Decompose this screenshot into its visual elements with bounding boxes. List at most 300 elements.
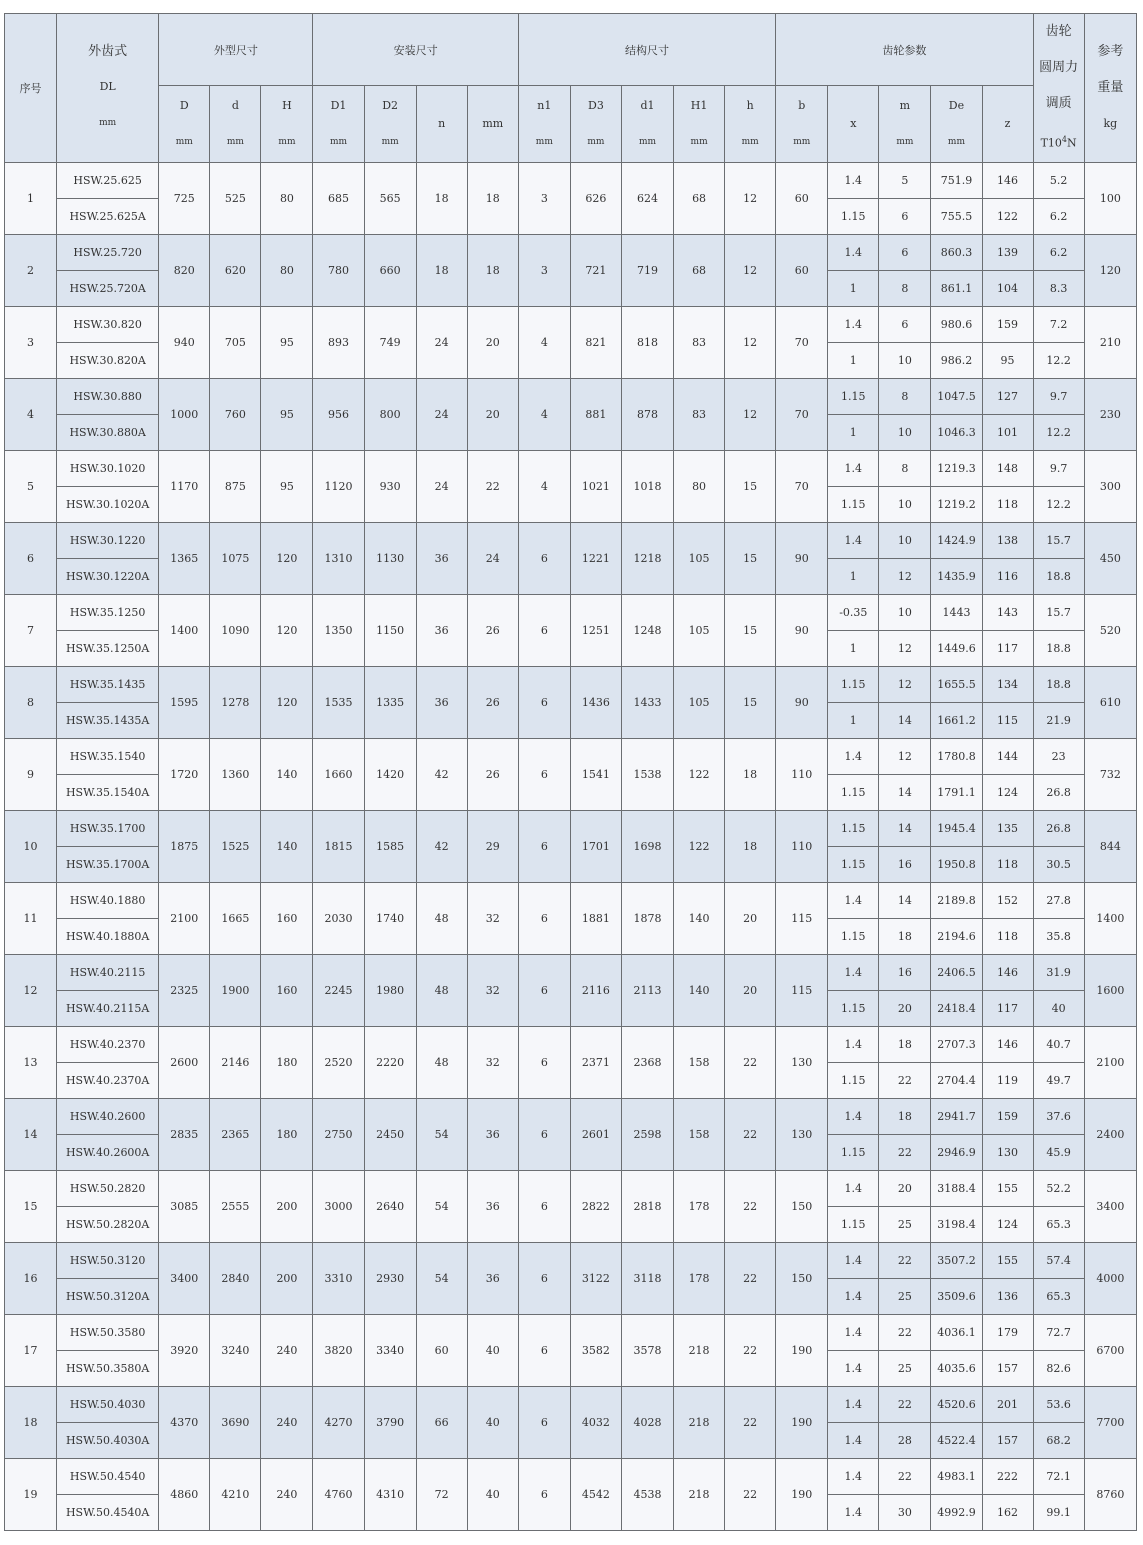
cell-no: 11 [5,882,57,954]
cell-weight: 120 [1084,234,1136,306]
cell-z: 134 [982,666,1033,702]
cell-d3: 881 [570,378,621,450]
cell-model: HSW.50.3120 [57,1242,159,1278]
cell-h1: 105 [674,594,725,666]
cell-m: 6 [879,198,931,234]
cell-d2: 1740 [364,882,416,954]
cell-m: 18 [879,918,931,954]
cell-d3: 2116 [570,954,621,1026]
table-body [5,162,1137,1530]
cell-z: 155 [982,1170,1033,1206]
cell-de: 1945.4 [931,810,982,846]
cell-model: HSW.35.1540 [57,738,159,774]
header-col-unit: mm [329,136,348,147]
cell-n: 24 [416,378,467,450]
cell-n1: 6 [518,1386,570,1458]
header-col-name: m [899,98,911,112]
cell-x: 1.15 [828,810,879,846]
cell-mm: 26 [467,594,518,666]
cell-d: 1278 [210,666,261,738]
table-row [5,450,1137,486]
cell-force: 12.2 [1033,414,1084,450]
cell-d1: 2818 [621,1170,673,1242]
header-col-name: n1 [537,98,552,112]
cell-de: 755.5 [931,198,982,234]
cell-no: 10 [5,810,57,882]
cell-n1: 4 [518,450,570,522]
cell-d1: 1660 [313,738,364,810]
cell-h: 80 [261,234,313,306]
header-col-unit: mm [278,136,296,147]
cell-model: HSW.30.1020A [57,486,159,522]
cell-z: 136 [982,1278,1033,1314]
cell-model: HSW.40.2370 [57,1026,159,1062]
cell-x: 1.4 [828,1386,879,1422]
cell-force: 30.5 [1033,846,1084,882]
cell-d1: 2750 [313,1098,364,1170]
cell-n: 42 [416,810,467,882]
cell-de: 2707.3 [931,1026,982,1062]
cell-h: 20 [725,882,776,954]
cell-no: 9 [5,738,57,810]
cell-de: 2194.6 [931,918,982,954]
cell-x: 1.15 [828,1134,879,1170]
cell-d1: 1538 [621,738,673,810]
header-col [776,86,828,162]
cell-h: 22 [725,1026,776,1098]
cell-mm: 40 [467,1386,518,1458]
table-row [5,234,1137,270]
cell-b: 115 [776,882,828,954]
header-col-name: h [746,98,754,112]
header-col [261,86,313,162]
cell-h: 12 [725,162,776,234]
cell-mm: 22 [467,450,518,522]
cell-d1: 2598 [621,1098,673,1170]
cell-n: 36 [416,666,467,738]
cell-d2: 1585 [364,810,416,882]
header-model-cn: 外齿式 [88,43,128,59]
cell-n1: 6 [518,1026,570,1098]
cell-z: 146 [982,162,1033,198]
header-col-name: D1 [330,98,347,112]
cell-d: 3240 [210,1314,261,1386]
cell-b: 115 [776,954,828,1026]
table-row [5,1098,1137,1134]
cell-n1: 4 [518,378,570,450]
spec-table [4,13,1137,1531]
cell-mm: 26 [467,666,518,738]
cell-m: 6 [879,234,931,270]
cell-z: 159 [982,1098,1033,1134]
cell-force: 18.8 [1033,666,1084,702]
cell-z: 146 [982,1026,1033,1062]
header-col-name: d [231,98,239,112]
table-row [5,1170,1137,1206]
cell-mm: 29 [467,810,518,882]
cell-n: 42 [416,738,467,810]
table-row [5,1242,1137,1278]
cell-no: 17 [5,1314,57,1386]
cell-d: 1900 [210,954,261,1026]
cell-h1: 105 [674,666,725,738]
cell-d2: 1420 [364,738,416,810]
header-seq: 序号 [5,14,57,163]
cell-force: 18.8 [1033,630,1084,666]
cell-model: HSW.50.3120A [57,1278,159,1314]
cell-b: 190 [776,1458,828,1530]
cell-de: 1655.5 [931,666,982,702]
cell-d2: 3790 [364,1386,416,1458]
cell-x: 1.15 [828,666,879,702]
header-col-name: De [948,98,965,112]
cell-n: 48 [416,882,467,954]
cell-model: HSW.40.1880 [57,882,159,918]
header-col [879,86,931,162]
cell-n1: 6 [518,594,570,666]
cell-x: 1 [828,702,879,738]
cell-d3: 1251 [570,594,621,666]
cell-d: 525 [210,162,261,234]
cell-force: 12.2 [1033,486,1084,522]
header-col-unit: mm [947,136,965,147]
cell-n: 36 [416,594,467,666]
cell-z: 162 [982,1494,1033,1530]
cell-d: 1365 [159,522,210,594]
cell-model: HSW.35.1250 [57,594,159,630]
cell-weight: 300 [1084,450,1136,522]
cell-z: 101 [982,414,1033,450]
cell-force: 15.7 [1033,522,1084,558]
cell-model: HSW.40.2600 [57,1098,159,1134]
cell-m: 20 [879,990,931,1026]
cell-m: 14 [879,702,931,738]
cell-z: 116 [982,558,1033,594]
cell-mm: 40 [467,1314,518,1386]
cell-z: 143 [982,594,1033,630]
cell-h: 160 [261,954,313,1026]
cell-x: 1.4 [828,306,879,342]
cell-x: 1.4 [828,1026,879,1062]
cell-z: 127 [982,378,1033,414]
cell-force: 65.3 [1033,1278,1084,1314]
cell-d2: 930 [364,450,416,522]
cell-d3: 4542 [570,1458,621,1530]
cell-no: 16 [5,1242,57,1314]
cell-m: 14 [879,882,931,918]
cell-m: 18 [879,1026,931,1062]
cell-d3: 626 [570,162,621,234]
cell-m: 10 [879,594,931,630]
header-col-unit: mm [175,136,193,147]
cell-d3: 2822 [570,1170,621,1242]
cell-n1: 6 [518,810,570,882]
header-col [467,86,518,162]
cell-h: 140 [261,810,313,882]
cell-n1: 6 [518,1170,570,1242]
cell-m: 12 [879,558,931,594]
cell-h1: 218 [674,1386,725,1458]
header-col-name: H [282,98,292,112]
cell-force: 9.7 [1033,378,1084,414]
cell-d2: 2220 [364,1026,416,1098]
cell-force: 65.3 [1033,1206,1084,1242]
cell-force: 31.9 [1033,954,1084,990]
cell-d1: 3820 [313,1314,364,1386]
cell-force: 37.6 [1033,1098,1084,1134]
table-row [5,1026,1137,1062]
cell-force: 12.2 [1033,342,1084,378]
header-col-name: D [179,98,189,112]
cell-z: 157 [982,1422,1033,1458]
cell-h: 200 [261,1170,313,1242]
cell-d: 1090 [210,594,261,666]
cell-n: 24 [416,306,467,378]
table-row [5,378,1137,414]
cell-no: 3 [5,306,57,378]
cell-d2: 1335 [364,666,416,738]
cell-h: 15 [725,666,776,738]
cell-d: 820 [159,234,210,306]
cell-m: 5 [879,162,931,198]
cell-b: 150 [776,1170,828,1242]
cell-mm: 36 [467,1242,518,1314]
cell-n1: 6 [518,522,570,594]
cell-force: 27.8 [1033,882,1084,918]
cell-x: 1.4 [828,954,879,990]
cell-de: 4992.9 [931,1494,982,1530]
cell-d1: 878 [621,378,673,450]
cell-d1: 3000 [313,1170,364,1242]
header-col-unit: mm [741,136,759,147]
header-col [364,86,416,162]
cell-m: 8 [879,450,931,486]
cell-n: 72 [416,1458,467,1530]
cell-de: 3507.2 [931,1242,982,1278]
cell-h: 22 [725,1314,776,1386]
table-row [5,810,1137,846]
cell-d: 1525 [210,810,261,882]
cell-z: 115 [982,702,1033,738]
cell-h: 95 [261,306,313,378]
cell-h1: 158 [674,1026,725,1098]
cell-mm: 32 [467,1026,518,1098]
cell-x: 1.15 [828,990,879,1026]
cell-no: 8 [5,666,57,738]
cell-weight: 2100 [1084,1026,1136,1098]
header-col [570,86,621,162]
cell-z: 124 [982,774,1033,810]
cell-h: 95 [261,450,313,522]
cell-model: HSW.30.1220A [57,558,159,594]
cell-m: 8 [879,378,931,414]
cell-de: 1424.9 [931,522,982,558]
cell-m: 10 [879,486,931,522]
header-col-name: b [798,98,806,112]
cell-weight: 450 [1084,522,1136,594]
cell-d: 725 [159,162,210,234]
cell-no: 7 [5,594,57,666]
cell-force: 15.7 [1033,594,1084,630]
cell-h: 22 [725,1242,776,1314]
header-col [725,86,776,162]
cell-d1: 3578 [621,1314,673,1386]
cell-h1: 218 [674,1314,725,1386]
table-row [5,522,1137,558]
cell-model: HSW.30.820 [57,306,159,342]
cell-weight: 100 [1084,162,1136,234]
table-row [5,306,1137,342]
cell-d1: 719 [621,234,673,306]
cell-m: 22 [879,1062,931,1098]
cell-n: 54 [416,1098,467,1170]
cell-force: 23 [1033,738,1084,774]
cell-de: 3188.4 [931,1170,982,1206]
cell-weight: 7700 [1084,1386,1136,1458]
cell-d3: 2601 [570,1098,621,1170]
cell-m: 18 [879,1098,931,1134]
cell-force: 5.2 [1033,162,1084,198]
cell-x: 1.4 [828,1278,879,1314]
cell-b: 130 [776,1098,828,1170]
cell-de: 4036.1 [931,1314,982,1350]
cell-de: 751.9 [931,162,982,198]
cell-d1: 1120 [313,450,364,522]
cell-force: 6.2 [1033,234,1084,270]
cell-x: 1.4 [828,522,879,558]
header-weight [1084,14,1136,163]
cell-no: 18 [5,1386,57,1458]
cell-d1: 956 [313,378,364,450]
table-row [5,882,1137,918]
cell-force: 49.7 [1033,1062,1084,1098]
cell-m: 16 [879,846,931,882]
cell-d2: 660 [364,234,416,306]
cell-d1: 1018 [621,450,673,522]
header-force-l4-pre: T10 [1040,136,1062,150]
cell-de: 2941.7 [931,1098,982,1134]
cell-d2: 800 [364,378,416,450]
header-col-unit: mm [690,136,708,147]
cell-d1: 624 [621,162,673,234]
cell-x: 1.15 [828,198,879,234]
cell-b: 190 [776,1314,828,1386]
cell-mm: 20 [467,378,518,450]
cell-h1: 218 [674,1458,725,1530]
cell-x: 1.15 [828,486,879,522]
header-weight-l2: 重量 [1097,79,1124,95]
cell-de: 2946.9 [931,1134,982,1170]
cell-force: 7.2 [1033,306,1084,342]
header-col-unit: mm [793,136,811,147]
cell-weight: 4000 [1084,1242,1136,1314]
cell-h: 22 [725,1170,776,1242]
cell-d1: 893 [313,306,364,378]
header-force-l4 [1034,122,1084,162]
cell-x: 1.4 [828,1314,879,1350]
table-row [5,1314,1137,1350]
header-col-name: n [438,116,446,130]
cell-z: 118 [982,918,1033,954]
cell-z: 157 [982,1350,1033,1386]
cell-force: 68.2 [1033,1422,1084,1458]
cell-de: 1047.5 [931,378,982,414]
cell-d: 3400 [159,1242,210,1314]
cell-model: HSW.30.1220 [57,522,159,558]
cell-z: 117 [982,990,1033,1026]
header-col-unit: mm [896,136,914,147]
table-row [5,162,1137,198]
cell-de: 1950.8 [931,846,982,882]
cell-x: 1.4 [828,162,879,198]
cell-h1: 178 [674,1170,725,1242]
cell-d3: 821 [570,306,621,378]
header-col-name: D2 [382,98,399,112]
cell-h: 120 [261,594,313,666]
cell-model: HSW.30.880 [57,378,159,414]
cell-z: 144 [982,738,1033,774]
cell-d: 4210 [210,1458,261,1530]
cell-de: 980.6 [931,306,982,342]
cell-x: 1.15 [828,918,879,954]
cell-x: 1.4 [828,1494,879,1530]
cell-d1: 685 [313,162,364,234]
cell-h: 15 [725,450,776,522]
cell-model: HSW.50.3580 [57,1314,159,1350]
table-header [5,14,1137,163]
header-col [828,86,879,162]
cell-h: 160 [261,882,313,954]
header-col-name: d1 [640,98,655,112]
cell-m: 16 [879,954,931,990]
header-force-l1: 齿轮 [1045,24,1072,39]
cell-de: 4520.6 [931,1386,982,1422]
cell-x: 1.4 [828,1170,879,1206]
cell-x: 1.4 [828,882,879,918]
cell-model: HSW.40.2600A [57,1134,159,1170]
cell-d1: 1878 [621,882,673,954]
cell-z: 118 [982,846,1033,882]
cell-weight: 610 [1084,666,1136,738]
cell-model: HSW.35.1435 [57,666,159,702]
cell-d: 1720 [159,738,210,810]
header-col-unit: mm [535,136,553,147]
cell-h1: 80 [674,450,725,522]
cell-de: 1791.1 [931,774,982,810]
cell-d: 4370 [159,1386,210,1458]
cell-model: HSW.35.1700 [57,810,159,846]
cell-h: 18 [725,810,776,882]
cell-h: 12 [725,378,776,450]
cell-n: 36 [416,522,467,594]
cell-d1: 4028 [621,1386,673,1458]
header-col [159,86,210,162]
cell-d1: 1815 [313,810,364,882]
cell-force: 6.2 [1033,198,1084,234]
header-col-name: mm [482,116,504,130]
header-group-struct: 结构尺寸 [518,14,775,86]
cell-d1: 2520 [313,1026,364,1098]
cell-d2: 4310 [364,1458,416,1530]
cell-h: 240 [261,1314,313,1386]
cell-n: 48 [416,954,467,1026]
cell-mm: 36 [467,1170,518,1242]
cell-d1: 2368 [621,1026,673,1098]
cell-b: 70 [776,306,828,378]
cell-b: 90 [776,522,828,594]
cell-no: 14 [5,1098,57,1170]
cell-model: HSW.25.720A [57,270,159,306]
